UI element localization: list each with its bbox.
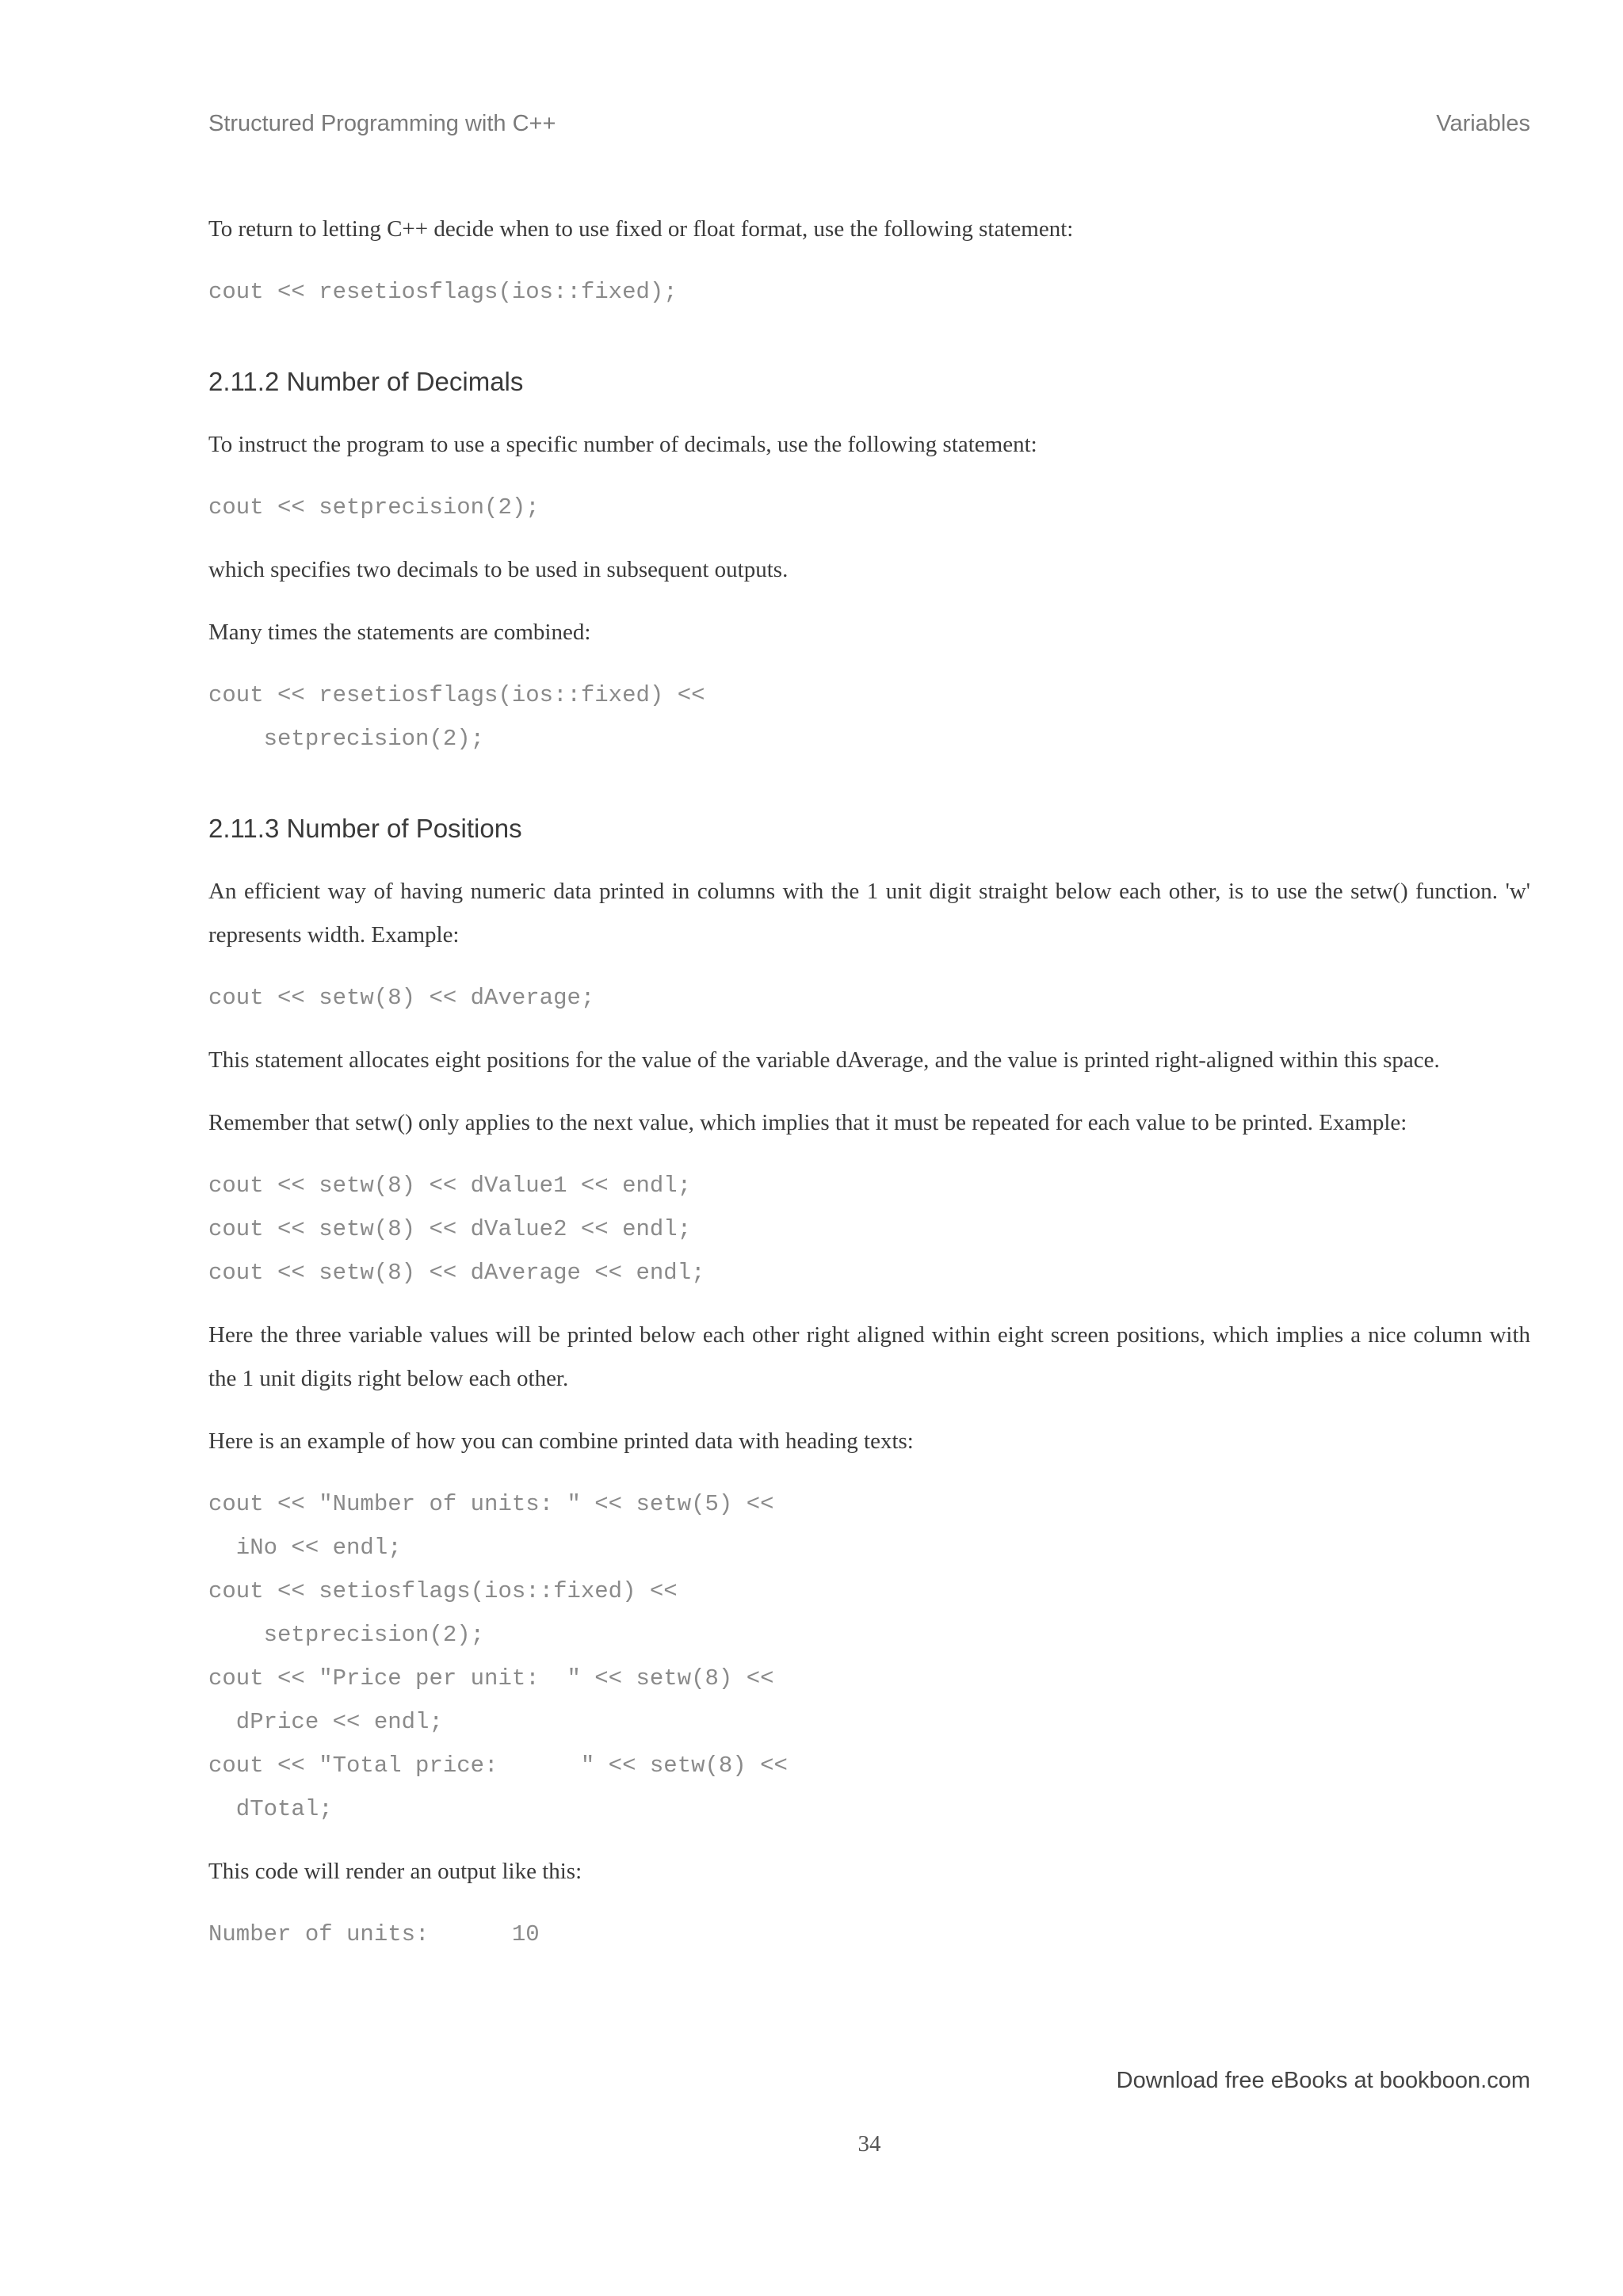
body-paragraph: This code will render an output like this: (208, 1859, 582, 1884)
chapter-title: Variables (1436, 111, 1530, 136)
body-paragraph: Here is an example of how you can combine printed data with heading texts: (208, 1428, 914, 1454)
download-ebooks-link[interactable]: Download free eBooks at bookboon.com (1116, 2068, 1530, 2093)
body-paragraph: To instruct the program to use a specific number of decimals, use the following statement: (208, 432, 1037, 457)
body-paragraph: This statement allocates eight positions for the value of the variable dAverage, and the value is printed right-aligned within this space. (208, 1047, 1440, 1073)
code-block: cout << setprecision(2); (208, 494, 540, 521)
body-paragraph: Many times the statements are combined: (208, 620, 591, 645)
body-paragraph: Here the three variable values will be printed below each other right aligned within eight screen positions, which implies a nice column with the 1 unit digits right below each other. (208, 1322, 1530, 1391)
body-paragraph: which specifies two decimals to be used in subsequent outputs. (208, 557, 789, 582)
section-heading: 2.11.2 Number of Decimals (208, 367, 524, 396)
code-block: cout << resetiosflags(ios::fixed); (208, 279, 678, 305)
code-block: Number of units: 10 (208, 1921, 540, 1947)
code-block: cout << resetiosflags(ios::fixed) << setprecision(2); (208, 682, 705, 752)
code-block: cout << setw(8) << dAverage; (208, 985, 595, 1011)
running-header (208, 111, 1530, 143)
body-paragraph: Remember that setw() only applies to the next value, which implies that it must be repeated for each value to be printed. Example: (208, 1110, 1407, 1135)
page-content (208, 208, 1530, 1975)
book-page (208, 0, 1530, 2296)
book-title: Structured Programming with C++ (208, 111, 556, 136)
code-block: cout << "Number of units: " << setw(5) << iNo << endl; cout << setiosflags(ios::fixed) << setprecision(2); cout << "Price per unit: " << setw(8) << dPrice << endl; cout << "Total price: " << setw(8) << dTotal; (208, 1491, 788, 1822)
body-paragraph: To return to letting C++ decide when to use fixed or float format, use the following statement: (208, 216, 1074, 242)
body-paragraph: An efficient way of having numeric data printed in columns with the 1 unit digit straight below each other, is to use the setw() function. 'w' represents width. Example: (208, 879, 1530, 948)
code-block: cout << setw(8) << dValue1 << endl; cout << setw(8) << dValue2 << endl; cout << setw(8) << dAverage << endl; (208, 1173, 705, 1286)
section-heading: 2.11.3 Number of Positions (208, 814, 522, 843)
page-number: 34 (857, 2131, 881, 2157)
